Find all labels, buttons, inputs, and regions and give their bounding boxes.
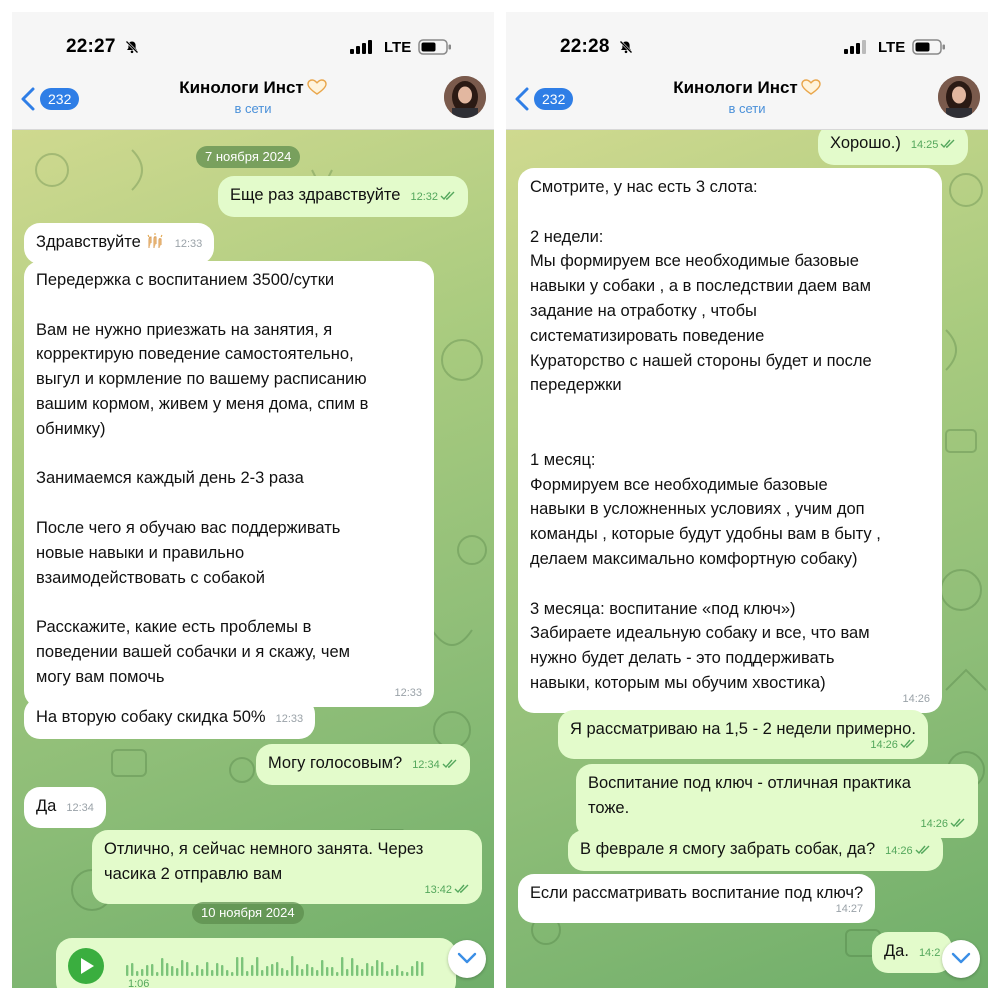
waveform-bar bbox=[266, 966, 268, 976]
chevron-down-icon bbox=[457, 951, 477, 965]
play-button[interactable] bbox=[68, 948, 104, 984]
status-bar bbox=[506, 12, 988, 74]
message-outgoing[interactable] bbox=[256, 744, 470, 785]
waveform-bar bbox=[411, 966, 413, 976]
time-text: 12:34 bbox=[412, 759, 440, 771]
message-text: Здравствуйте bbox=[36, 233, 141, 251]
voice-waveform[interactable] bbox=[126, 954, 426, 976]
waveform-bar bbox=[311, 967, 313, 976]
chat-title-text: Кинологи Инст bbox=[179, 78, 304, 97]
waveform-bar bbox=[421, 962, 423, 976]
waveform-bar bbox=[221, 965, 223, 976]
waveform-bar bbox=[231, 972, 233, 976]
message-incoming[interactable] bbox=[24, 787, 106, 828]
message-time: 12:33 bbox=[174, 238, 203, 250]
waveform-bar bbox=[236, 957, 238, 976]
waveform-bar bbox=[341, 957, 343, 976]
message-text: Воспитание под ключ - отличная практика тоже. bbox=[588, 774, 911, 817]
message-time bbox=[412, 759, 458, 771]
message-list[interactable] bbox=[12, 130, 494, 988]
waveform-bar bbox=[261, 970, 263, 976]
double-check-icon bbox=[440, 191, 456, 201]
waveform-bar bbox=[361, 969, 363, 976]
time-text: 13:42 bbox=[424, 883, 452, 896]
message-text: Я рассматриваю на 1,5 - 2 недели примерно. bbox=[570, 720, 916, 738]
chat-title[interactable] bbox=[12, 78, 494, 98]
waveform-bar bbox=[251, 965, 253, 976]
message-time bbox=[598, 817, 966, 831]
waveform-bar bbox=[226, 970, 228, 976]
waveform-bar bbox=[306, 964, 308, 976]
message-time bbox=[911, 139, 957, 151]
message-time: 12:33 bbox=[275, 713, 304, 725]
waveform-bar bbox=[291, 956, 293, 976]
waveform-bar bbox=[216, 963, 218, 976]
waveform-bar bbox=[241, 957, 243, 976]
message-time bbox=[885, 845, 931, 857]
status-bar bbox=[12, 12, 494, 74]
message-outgoing[interactable] bbox=[576, 764, 978, 838]
message-incoming[interactable] bbox=[24, 261, 434, 707]
waveform-bar bbox=[181, 960, 183, 976]
message-text: Еще раз здравствуйте bbox=[230, 186, 401, 204]
date-divider: 7 ноября 2024 bbox=[196, 146, 300, 168]
message-incoming[interactable] bbox=[24, 698, 315, 739]
network-label: LTE bbox=[878, 39, 906, 56]
waveform-bar bbox=[331, 967, 333, 976]
message-time: 12:33 bbox=[394, 686, 422, 699]
waveform-bar bbox=[346, 969, 348, 976]
message-text: Да bbox=[36, 797, 57, 815]
chat-header bbox=[506, 74, 988, 130]
date-divider: 10 ноября 2024 bbox=[192, 902, 304, 924]
online-status: в сети bbox=[234, 101, 272, 116]
waveform-bar bbox=[146, 965, 148, 976]
waveform-bar bbox=[131, 963, 133, 976]
avatar[interactable] bbox=[444, 76, 486, 118]
status-time: 22:28 bbox=[560, 36, 610, 57]
signal-icon bbox=[844, 40, 870, 54]
waveform-bar bbox=[196, 965, 198, 976]
unread-count-badge: 232 bbox=[40, 88, 79, 110]
waveform-bar bbox=[246, 971, 248, 976]
message-outgoing[interactable] bbox=[872, 932, 952, 973]
bell-slash-icon bbox=[125, 40, 139, 54]
waveform-bar bbox=[126, 965, 128, 976]
time-text: 14:26 bbox=[885, 845, 913, 857]
waveform-bar bbox=[191, 972, 193, 976]
waveform-bar bbox=[286, 970, 288, 976]
chat-header bbox=[12, 74, 494, 130]
message-time: 14:27 bbox=[835, 902, 864, 915]
waveform-bar bbox=[276, 962, 278, 976]
message-text: В феврале я смогу забрать собак, да? bbox=[580, 840, 876, 858]
waveform-bar bbox=[386, 971, 388, 976]
waveform-bar bbox=[416, 961, 418, 976]
avatar-photo bbox=[938, 76, 980, 118]
message-text: Да. bbox=[884, 942, 909, 960]
waveform-bar bbox=[171, 966, 173, 976]
double-check-icon bbox=[940, 139, 956, 149]
battery-icon bbox=[418, 39, 452, 55]
waveform-bar bbox=[376, 960, 378, 976]
waveform-bar bbox=[156, 972, 158, 976]
waveform-bar bbox=[351, 958, 353, 976]
waveform-bar bbox=[401, 971, 403, 976]
double-check-icon bbox=[950, 818, 966, 828]
time-text: 14:26 bbox=[920, 817, 948, 830]
network-label: LTE bbox=[384, 39, 412, 56]
time-text: 14:25 bbox=[910, 139, 939, 151]
waveform-bar bbox=[151, 964, 153, 976]
waveform-bar bbox=[321, 960, 323, 976]
waveform-bar bbox=[301, 969, 303, 976]
scroll-down-button[interactable] bbox=[448, 940, 486, 978]
waveform-bar bbox=[406, 972, 408, 976]
unread-count-badge: 232 bbox=[534, 88, 573, 110]
chat-title-text: Кинологи Инст bbox=[673, 78, 798, 97]
voice-message[interactable] bbox=[56, 938, 456, 988]
message-text: Хорошо.) bbox=[830, 134, 901, 152]
waveform-bar bbox=[396, 965, 398, 976]
message-text: Могу голосовым? bbox=[268, 754, 403, 772]
waveform-bar bbox=[391, 969, 393, 976]
heart-icon bbox=[801, 79, 821, 95]
waveform-bar bbox=[186, 962, 188, 976]
waveform-bar bbox=[211, 970, 213, 976]
heart-icon bbox=[307, 79, 327, 95]
message-outgoing[interactable] bbox=[92, 830, 482, 904]
message-list[interactable] bbox=[506, 130, 988, 988]
waveform-bar bbox=[201, 969, 203, 976]
waveform-bar bbox=[176, 968, 178, 976]
waveform-bar bbox=[141, 969, 143, 976]
message-outgoing[interactable] bbox=[558, 710, 928, 759]
message-text: Если рассматривать воспитание под ключ? bbox=[530, 884, 864, 902]
online-status: в сети bbox=[728, 101, 766, 116]
waveform-bar bbox=[336, 972, 338, 976]
double-check-icon bbox=[454, 884, 470, 894]
waveform-bar bbox=[296, 965, 298, 976]
message-time: 14:2 bbox=[918, 947, 941, 959]
bell-slash-icon bbox=[619, 40, 633, 54]
message-text: Смотрите, у нас есть 3 слота: 2 недели: Мы формируем все необходимые базовые навыки у собаки , а в последствии даем вам задание на отработку , чтобы систематизировать поведение Кураторство с нашей стороны будет и после передержки 1 месяц: Формируем все необходимые базовые навыки в усложненных условиях , учим доп команды , которые будут удобны вам в быту , делаем максимально комфортную собаку) 3 месяца: воспитание «под ключ») Забираете идеальную собаку и все, что вам нужно будет делать - это поддерживать навыки, которым мы обучим хвостика) bbox=[530, 178, 881, 692]
play-icon bbox=[79, 957, 95, 975]
waveform-bar bbox=[371, 966, 373, 976]
message-incoming[interactable] bbox=[518, 168, 942, 713]
waveform-bar bbox=[161, 958, 163, 976]
double-check-icon bbox=[900, 739, 916, 749]
avatar-photo bbox=[444, 76, 486, 118]
waveform-bar bbox=[166, 963, 168, 976]
message-time: 14:26 bbox=[902, 692, 930, 705]
chat-screen-left bbox=[12, 12, 494, 988]
chat-screen-right bbox=[506, 12, 988, 988]
waveform-bar bbox=[271, 964, 273, 976]
double-check-icon bbox=[915, 845, 931, 855]
message-outgoing[interactable] bbox=[568, 830, 943, 871]
message-text: На вторую собаку скидка 50% bbox=[36, 708, 266, 726]
raised-hands-emoji-icon bbox=[145, 233, 165, 249]
time-text: 14:26 bbox=[870, 738, 898, 751]
chevron-down-icon bbox=[951, 951, 971, 965]
scroll-down-button[interactable] bbox=[942, 940, 980, 978]
status-time: 22:27 bbox=[66, 36, 116, 57]
voice-duration: 1:06 bbox=[128, 978, 150, 988]
double-check-icon bbox=[442, 759, 458, 769]
waveform-bar bbox=[136, 971, 138, 976]
message-text: Передержка с воспитанием 3500/сутки Вам не нужно приезжать на занятия, я корректирую поведение самостоятельно, выгул и кормление по вашему расписанию вашим кормом, живем у меня дома, спим в обнимку) Занимаемся каждый день 2-3 раза После чего я обучаю вас поддерживать новые навыки и правильно взаимодействовать с собакой Расскажите, какие есть проблемы в поведении вашей собачки и я скажу, чем могу вам помочь bbox=[36, 271, 369, 686]
waveform-bar bbox=[381, 962, 383, 976]
time-text: 12:32 bbox=[410, 191, 438, 203]
message-outgoing[interactable] bbox=[818, 130, 968, 165]
waveform-bar bbox=[326, 967, 328, 976]
waveform-bar bbox=[281, 968, 283, 976]
message-incoming[interactable] bbox=[518, 874, 875, 923]
message-incoming[interactable] bbox=[24, 223, 214, 264]
waveform-bar bbox=[206, 962, 208, 976]
message-time bbox=[410, 191, 456, 203]
message-time: 12:34 bbox=[66, 802, 94, 814]
message-text: Отлично, я сейчас немного занята. Через часика 2 отправлю вам bbox=[104, 840, 424, 883]
waveform-bar bbox=[316, 970, 318, 976]
waveform-bar bbox=[366, 963, 368, 976]
waveform-bar bbox=[356, 965, 358, 976]
battery-icon bbox=[912, 39, 946, 55]
message-outgoing[interactable] bbox=[218, 176, 468, 217]
waveform-bar bbox=[256, 957, 258, 976]
signal-icon bbox=[350, 40, 376, 54]
avatar[interactable] bbox=[938, 76, 980, 118]
chat-title[interactable] bbox=[506, 78, 988, 98]
